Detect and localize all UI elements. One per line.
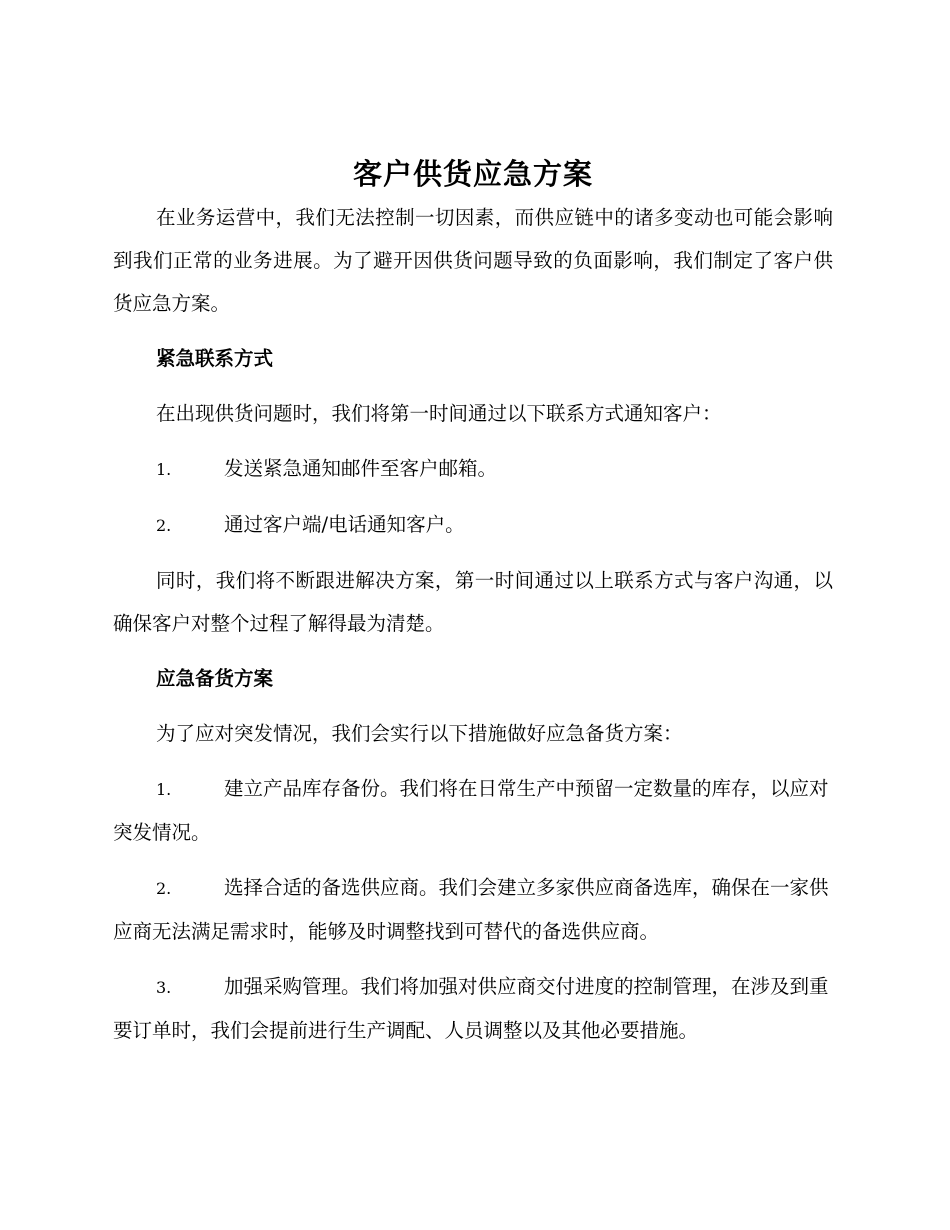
list-item-text: 发送紧急通知邮件至客户邮箱。	[224, 457, 498, 480]
list-item-number: 1.	[156, 780, 172, 799]
document-title: 客户供货应急方案	[352, 157, 593, 191]
section-heading-backup: 应急备货方案	[156, 667, 274, 690]
list-item-number: 1.	[156, 460, 172, 479]
section-closing-contact: 同时，我们将不断跟进解决方案，第一时间通过以上联系方式与客户沟通，以确保客户对整个过程了解得最为清楚。	[113, 569, 833, 635]
document-page	[113, 152, 833, 1052]
section-heading-contact: 紧急联系方式	[156, 347, 274, 370]
list-item	[113, 447, 833, 491]
list-item	[113, 965, 833, 1052]
list-item-number: 3.	[156, 978, 172, 997]
list-item	[113, 503, 833, 547]
list-item-number: 2.	[156, 879, 172, 898]
intro-paragraph: 在业务运营中，我们无法控制一切因素，而供应链中的诸多变动也可能会影响到我们正常的业务进展。为了避开因供货问题导致的负面影响，我们制定了客户供货应急方案。	[113, 206, 833, 315]
section-lead-contact: 在出现供货问题时，我们将第一时间通过以下联系方式通知客户：	[156, 402, 722, 425]
list-item	[113, 767, 833, 854]
list-item-text: 加强采购管理。我们将加强对供应商交付进度的控制管理，在涉及到重要订单时，我们会提前进行生产调配、人员调整以及其他必要措施。	[113, 975, 829, 1042]
list-item-number: 2.	[156, 516, 172, 535]
list-item-text: 建立产品库存备份。我们将在日常生产中预留一定数量的库存，以应对突发情况。	[113, 777, 829, 844]
list-item-text: 通过客户端/电话通知客户。	[224, 513, 465, 536]
list-item	[113, 866, 833, 953]
section-lead-backup: 为了应对突发情况，我们会实行以下措施做好应急备货方案：	[156, 722, 683, 745]
list-item-text: 选择合适的备选供应商。我们会建立多家供应商备选库，确保在一家供应商无法满足需求时，能够及时调整找到可替代的备选供应商。	[113, 876, 829, 943]
